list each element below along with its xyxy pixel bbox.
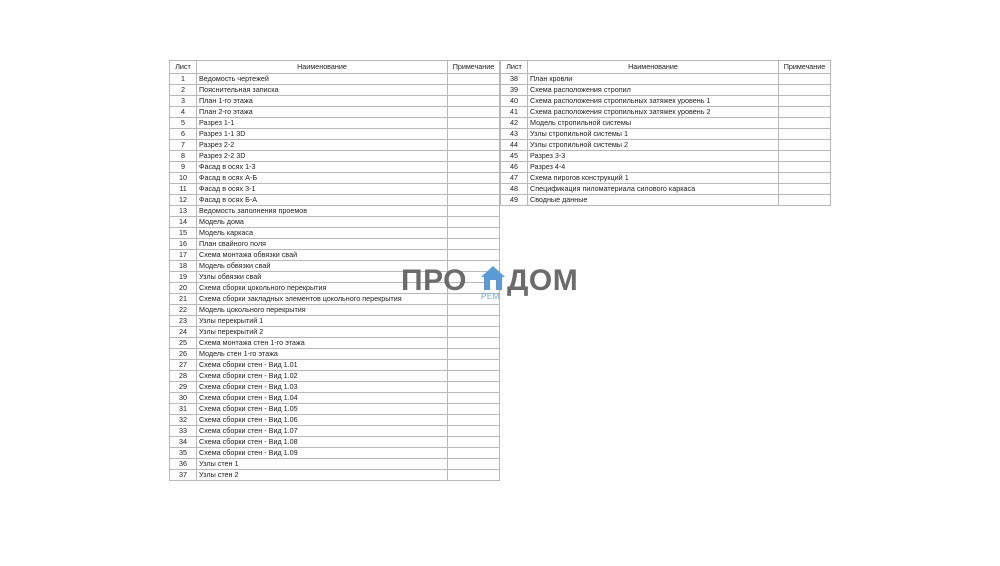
sheet-number: 17 [170,250,197,261]
sheet-number: 47 [501,173,528,184]
sheet-name: Узлы обвязки свай [197,272,448,283]
table-row [170,107,500,118]
sheet-number: 9 [170,162,197,173]
sheet-name: Схема сборки закладных элементов цокольного перекрытия [197,294,448,305]
sheet-name: Схема расположения стропильных затяжек уровень 1 [528,96,779,107]
sheet-note [448,426,500,437]
sheet-number: 48 [501,184,528,195]
sheet-name: Сводные данные [528,195,779,206]
table-row [170,470,500,481]
sheet-name: Схема сборки цокольного перекрытия [197,283,448,294]
col-header-sheet: Лист [170,61,197,74]
sheet-number: 43 [501,129,528,140]
sheet-note [448,349,500,360]
sheet-note [448,305,500,316]
sheet-note [448,162,500,173]
sheet-name: Фасад в осях А-Б [197,173,448,184]
logo-text-right: ДОМ [507,264,579,297]
sheet-number: 29 [170,382,197,393]
table-row [501,96,831,107]
table-row [170,459,500,470]
sheet-name: Узлы стропильной системы 1 [528,129,779,140]
sheet-note [779,162,831,173]
sheet-note [448,316,500,327]
sheet-name: Схема сборки стен - Вид 1.07 [197,426,448,437]
sheet-note [448,107,500,118]
sheet-name: Схема сборки стен - Вид 1.08 [197,437,448,448]
table-row [170,217,500,228]
sheet-note [779,74,831,85]
sheet-name: Схема сборки стен - Вид 1.09 [197,448,448,459]
sheet-number: 2 [170,85,197,96]
table-row [501,140,831,151]
col-header-name: Наименование [528,61,779,74]
sheet-note [448,382,500,393]
table-row [170,118,500,129]
drawings-table-right [500,60,831,206]
sheet-name: План свайного поля [197,239,448,250]
sheet-name: Модель цокольного перекрытия [197,305,448,316]
sheet-number: 5 [170,118,197,129]
table-row [170,96,500,107]
table-row [170,74,500,85]
sheet-number: 8 [170,151,197,162]
col-header-note: Примечание [448,61,500,74]
sheet-note [448,85,500,96]
sheet-note [448,239,500,250]
table-row [501,162,831,173]
sheet-name: Схема расположения стропил [528,85,779,96]
sheet-name: Разрез 2-2 [197,140,448,151]
sheet-number: 26 [170,349,197,360]
table-row [170,140,500,151]
table-header-row [170,61,500,74]
sheet-number: 27 [170,360,197,371]
sheet-note [448,371,500,382]
sheet-number: 32 [170,415,197,426]
sheet-note [448,459,500,470]
table-row [170,327,500,338]
sheet-number: 34 [170,437,197,448]
sheet-name: Схема сборки стен - Вид 1.03 [197,382,448,393]
table-row [501,184,831,195]
table-row [501,74,831,85]
sheet-name: Узлы стен 1 [197,459,448,470]
sheet-name: Модель каркаса [197,228,448,239]
table-row [170,382,500,393]
sheet-note [448,437,500,448]
sheet-number: 11 [170,184,197,195]
sheet-name: Узлы стропильной системы 2 [528,140,779,151]
sheet-number: 40 [501,96,528,107]
table-row [501,195,831,206]
sheet-number: 3 [170,96,197,107]
sheet-number: 18 [170,261,197,272]
sheet-name: Фасад в осях Б-А [197,195,448,206]
col-header-sheet: Лист [501,61,528,74]
table-row [170,360,500,371]
sheet-name: Ведомость чертежей [197,74,448,85]
sheet-number: 44 [501,140,528,151]
sheet-note [448,415,500,426]
sheet-note [448,96,500,107]
sheet-note [448,206,500,217]
sheet-note [448,470,500,481]
table-row [170,162,500,173]
sheet-name: Схема монтажа обвязки свай [197,250,448,261]
sheet-number: 1 [170,74,197,85]
col-header-note: Примечание [779,61,831,74]
sheet-name: Схема сборки стен - Вид 1.05 [197,404,448,415]
sheet-name: Схема монтажа стен 1-го этажа [197,338,448,349]
sheet-number: 42 [501,118,528,129]
table-row [170,448,500,459]
sheet-number: 12 [170,195,197,206]
sheet-name: Схема расположения стропильных затяжек уровень 2 [528,107,779,118]
sheet-number: 38 [501,74,528,85]
table-row [170,316,500,327]
sheet-number: 35 [170,448,197,459]
sheet-note [448,250,500,261]
table-row [170,404,500,415]
table-row [170,437,500,448]
table-row [170,195,500,206]
sheet-number: 16 [170,239,197,250]
sheet-note [448,118,500,129]
table-row [170,415,500,426]
table-row [170,206,500,217]
sheet-note [448,217,500,228]
sheet-name: Фасад в осях 3-1 [197,184,448,195]
sheet-name: Разрез 1-1 3D [197,129,448,140]
table-row [170,239,500,250]
sheet-name: Модель стен 1-го этажа [197,349,448,360]
sheet-name: Схема сборки стен - Вид 1.06 [197,415,448,426]
sheet-name: План кровли [528,74,779,85]
sheet-note [448,173,500,184]
sheet-note [779,129,831,140]
sheet-name: Ведомость заполнения проемов [197,206,448,217]
table-header-row [501,61,831,74]
house-icon [480,265,506,293]
sheet-note [779,96,831,107]
sheet-note [448,140,500,151]
table-row [501,151,831,162]
table-row [170,371,500,382]
sheet-number: 39 [501,85,528,96]
sheet-note [448,74,500,85]
sheet-note [779,140,831,151]
sheet-note [448,228,500,239]
table-row [170,338,500,349]
sheet-number: 28 [170,371,197,382]
table-row [170,349,500,360]
sheet-number: 33 [170,426,197,437]
sheet-number: 19 [170,272,197,283]
sheet-note [448,393,500,404]
sheet-name: План 1-го этажа [197,96,448,107]
sheet-number: 24 [170,327,197,338]
sheet-name: Разрез 3-3 [528,151,779,162]
table-row [170,228,500,239]
sheet-note [779,195,831,206]
sheet-note [779,118,831,129]
sheet-number: 21 [170,294,197,305]
sheet-name: Спецификация пиломатериала силового каркаса [528,184,779,195]
sheet-name: Схема пирогов конструкций 1 [528,173,779,184]
pro-dom-logo [401,262,601,304]
sheet-note [448,151,500,162]
sheet-number: 41 [501,107,528,118]
sheet-number: 30 [170,393,197,404]
sheet-name: Модель стропильной системы [528,118,779,129]
table-row [501,107,831,118]
table-row [501,85,831,96]
sheet-number: 7 [170,140,197,151]
col-header-name: Наименование [197,61,448,74]
table-row [170,151,500,162]
sheet-number: 15 [170,228,197,239]
sheet-note [448,327,500,338]
table-row [170,426,500,437]
sheet-number: 36 [170,459,197,470]
sheet-name: Модель обвязки свай [197,261,448,272]
sheet-name: Схема сборки стен - Вид 1.02 [197,371,448,382]
sheet-number: 25 [170,338,197,349]
sheet-name: План 2-го этажа [197,107,448,118]
table-row [501,173,831,184]
sheet-note [779,184,831,195]
sheet-name: Фасад в осях 1-3 [197,162,448,173]
table-row [170,129,500,140]
sheet-note [448,360,500,371]
sheet-number: 45 [501,151,528,162]
logo-text-left: ПРО [401,264,468,297]
sheet-number: 22 [170,305,197,316]
table-row [170,250,500,261]
table-row [501,118,831,129]
sheet-note [448,195,500,206]
sheet-note [448,129,500,140]
sheet-name: Модель дома [197,217,448,228]
table-row [170,393,500,404]
sheet-name: Узлы перекрытий 2 [197,327,448,338]
sheet-number: 23 [170,316,197,327]
sheet-note [448,448,500,459]
sheet-note [448,404,500,415]
sheet-name: Узлы стен 2 [197,470,448,481]
sheet-number: 20 [170,283,197,294]
sheet-number: 6 [170,129,197,140]
sheet-name: Схема сборки стен - Вид 1.01 [197,360,448,371]
sheet-number: 37 [170,470,197,481]
table-row [170,305,500,316]
sheet-name: Разрез 2-2 3D [197,151,448,162]
sheet-number: 49 [501,195,528,206]
table-row [170,184,500,195]
logo-subtext: РЕМ [481,292,500,301]
sheet-number: 4 [170,107,197,118]
table-row [501,129,831,140]
sheet-name: Схема сборки стен - Вид 1.04 [197,393,448,404]
sheet-number: 14 [170,217,197,228]
sheet-number: 31 [170,404,197,415]
sheet-number: 10 [170,173,197,184]
table-row [170,173,500,184]
table-row [170,85,500,96]
sheet-note [779,173,831,184]
sheet-note [779,107,831,118]
sheet-name: Разрез 1-1 [197,118,448,129]
sheet-name: Узлы перекрытий 1 [197,316,448,327]
sheet-number: 46 [501,162,528,173]
sheet-note [448,184,500,195]
sheet-note [779,151,831,162]
sheet-number: 13 [170,206,197,217]
sheet-note [448,338,500,349]
sheet-note [779,85,831,96]
sheet-name: Разрез 4-4 [528,162,779,173]
sheet-name: Пояснительная записка [197,85,448,96]
